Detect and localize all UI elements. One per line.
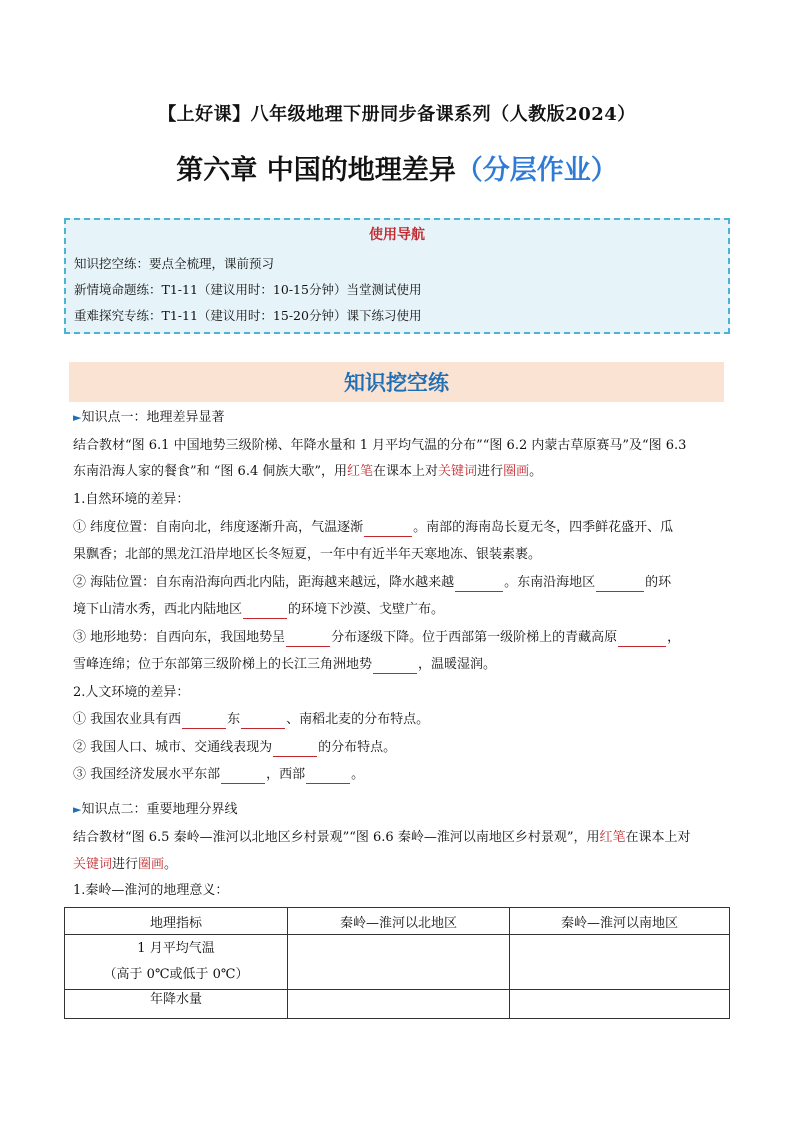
table-row-label: 1 月平均气温 （高于 0℃或低于 0℃） bbox=[65, 935, 288, 990]
series-title: 【上好课】八年级地理下册同步备课系列（人教版2024） bbox=[158, 104, 636, 125]
table-answer-cell[interactable] bbox=[510, 935, 730, 990]
table-header-cell: 秦岭—淮河以北地区 bbox=[288, 908, 510, 935]
paragraph-line: 结合教材“图 6.5 秦岭—淮河以北地区乡村景观”“图 6.6 秦岭—淮河以南地区乡村景观”，用红笔在课本上对 bbox=[73, 830, 691, 845]
fill-blank[interactable] bbox=[618, 632, 666, 647]
fill-blank[interactable] bbox=[364, 522, 412, 537]
table-header-row bbox=[65, 908, 730, 935]
fill-blank[interactable] bbox=[243, 604, 287, 619]
subheading: 1.秦岭—淮河的地理意义： bbox=[73, 883, 229, 898]
usage-guide-line: 重难探究专练：T1-11（建议用时：15-20分钟）课下练习使用 bbox=[74, 308, 422, 323]
paragraph-line: ② 我国人口、城市、交通线表现为 的分布特点。 bbox=[73, 740, 397, 755]
paragraph-line: ③ 地形地势：自西向东，我国地势呈 分布逐级下降。位于西部第一级阶梯上的青藏高原 ， bbox=[73, 630, 681, 645]
paragraph-line: ① 我国农业具有西 东 、南稻北麦的分布特点。 bbox=[73, 712, 430, 727]
triangle-bullet-icon: ► bbox=[73, 803, 82, 816]
table-row-label: 年降水量 bbox=[65, 990, 288, 1019]
paragraph-line: 境下山清水秀，西北内陆地区 的环境下沙漠、戈壁广布。 bbox=[73, 602, 445, 617]
paragraph-line: ① 纬度位置：自南向北，纬度逐渐升高，气温逐渐 。南部的海南岛长夏无冬，四季鲜花盛开、瓜 bbox=[73, 520, 674, 535]
paragraph-line: ② 海陆位置：自东南沿海向西北内陆，距海越来越远，降水越来越 。东南沿海地区 的环 bbox=[73, 575, 672, 590]
paragraph-line: 东南沿海人家的餐食”和 “图 6.4 侗族大歌”，用红笔在课本上对关键词进行圈画。 bbox=[73, 464, 543, 479]
paragraph-line: ③ 我国经济发展水平东部 ，西部 。 bbox=[73, 767, 365, 782]
paragraph-line: 关键词进行圈画。 bbox=[73, 857, 178, 872]
paragraph-line: 雪峰连绵；位于东部第三级阶梯上的长江三角洲地势 ，温暖湿润。 bbox=[73, 657, 497, 672]
triangle-bullet-icon: ► bbox=[73, 411, 82, 424]
fill-blank[interactable] bbox=[241, 714, 285, 729]
fill-blank[interactable] bbox=[455, 577, 503, 592]
chapter-title bbox=[0, 148, 794, 187]
table-header-cell: 秦岭—淮河以南地区 bbox=[510, 908, 730, 935]
fill-blank[interactable] bbox=[596, 577, 644, 592]
table-answer-cell[interactable] bbox=[288, 935, 510, 990]
table-header-cell: 地理指标 bbox=[65, 908, 288, 935]
fill-blank[interactable] bbox=[221, 769, 265, 784]
usage-guide-box bbox=[64, 218, 730, 334]
section-banner: 知识挖空练 bbox=[69, 362, 724, 402]
table-row bbox=[65, 935, 730, 990]
subheading: 1.自然环境的差异： bbox=[73, 492, 190, 507]
qinling-huaihe-table bbox=[64, 907, 730, 1019]
knowledge-point-heading bbox=[73, 801, 237, 819]
fill-blank[interactable] bbox=[182, 714, 226, 729]
usage-guide-title: 使用导航 bbox=[369, 227, 425, 243]
chapter-subtitle: （分层作业） bbox=[455, 155, 618, 186]
usage-guide-line: 知识挖空练：要点全梳理，课前预习 bbox=[74, 256, 275, 271]
knowledge-point-heading bbox=[73, 409, 224, 427]
fill-blank[interactable] bbox=[306, 769, 350, 784]
fill-blank[interactable] bbox=[286, 632, 330, 647]
usage-guide-line: 新情境命题练：T1-11（建议用时：10-15分钟）当堂测试使用 bbox=[74, 282, 422, 297]
table-row bbox=[65, 990, 730, 1019]
fill-blank[interactable] bbox=[373, 659, 417, 674]
table-answer-cell[interactable] bbox=[510, 990, 730, 1019]
knowledge-point-title: 知识点一：地理差异显著 bbox=[81, 410, 225, 425]
knowledge-point-title: 知识点二：重要地理分界线 bbox=[81, 802, 238, 817]
subheading: 2.人文环境的差异： bbox=[73, 685, 190, 700]
fill-blank[interactable] bbox=[273, 742, 317, 757]
table-answer-cell[interactable] bbox=[288, 990, 510, 1019]
paragraph-line: 结合教材“图 6.1 中国地势三级阶梯、年降水量和 1 月平均气温的分布”“图 6.2 内蒙古草原赛马”及“图 6.3 bbox=[73, 438, 687, 453]
chapter-main-title: 第六章 中国的地理差异 bbox=[176, 155, 456, 186]
paragraph-line: 果飘香；北部的黑龙江沿岸地区长冬短夏，一年中有近半年天寒地冻、银装素裹。 bbox=[73, 547, 542, 562]
